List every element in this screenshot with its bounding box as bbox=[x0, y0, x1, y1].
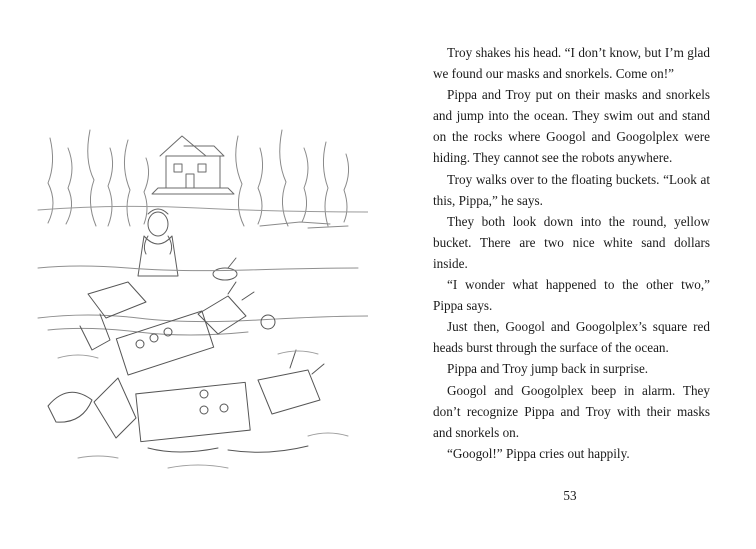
robot-googolplex bbox=[48, 350, 324, 452]
page-number: 53 bbox=[563, 488, 577, 503]
paragraph-9: “Googol!” Pippa cries out happily. bbox=[447, 445, 630, 461]
cabin bbox=[152, 136, 234, 194]
paragraph-8: Googol and Googolplex beep in alarm. They don’t recognize Pippa and Troy with their masks and snorkels on. bbox=[433, 382, 710, 440]
paragraph-6: Just then, Googol and Googolplex’s square red heads burst through the surface of the ocean. bbox=[433, 319, 710, 356]
paragraph-1: Troy shakes his head. “I don’t know, but I’m glad we found our masks and snorkels. Come on!” bbox=[433, 45, 710, 82]
paragraph-4: They both look down into the round, yellow bucket. There are two nice white sand dollars inside. bbox=[433, 213, 710, 271]
snorkeler-head bbox=[213, 258, 237, 280]
paragraph-2: Pippa and Troy put on their masks and snorkels and jump into the ocean. They swim out and stand on the rocks where Googol and Googolplex were hiding. They cannot see the robots anywhere. bbox=[433, 87, 710, 166]
pencil-illustration bbox=[28, 118, 368, 488]
paragraph-3: Troy walks over to the floating buckets. “Look at this, Pippa,” he says. bbox=[433, 171, 710, 208]
paragraph-7: Pippa and Troy jump back in surprise. bbox=[447, 361, 649, 377]
water-surface bbox=[38, 266, 368, 335]
illustration-drawing bbox=[28, 118, 368, 488]
story-text bbox=[433, 42, 710, 464]
paragraph-5: “I wonder what happened to the other two,” Pippa says. bbox=[433, 277, 710, 314]
robot-googol bbox=[80, 282, 275, 375]
swimmer-figure bbox=[138, 209, 178, 276]
